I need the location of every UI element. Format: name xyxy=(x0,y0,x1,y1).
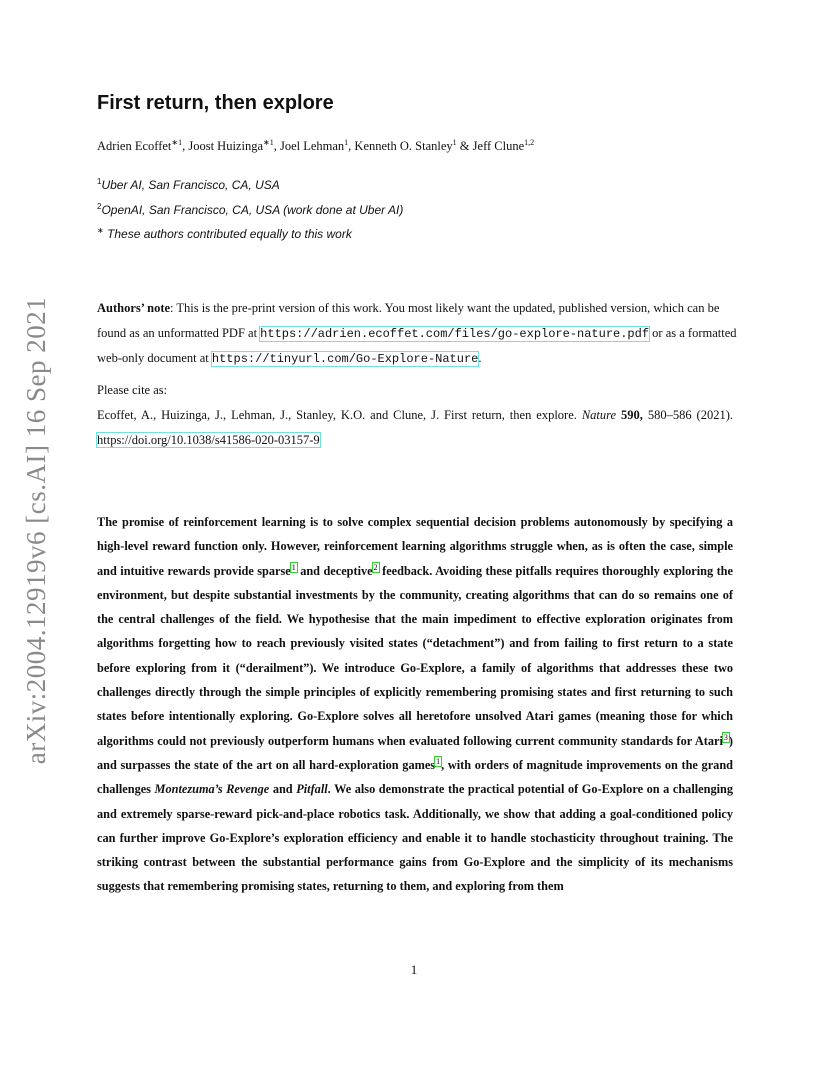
affiliation-mark: ∗ xyxy=(97,226,104,235)
author-name: Joel Lehman xyxy=(279,139,345,153)
authors-note-text: : This is the pre-print version of this work. You most likely want the updated, published version, which can be found as an unformatted PDF at xyxy=(97,301,720,340)
author-list xyxy=(97,139,534,154)
affiliation-1 xyxy=(97,178,280,192)
author-name: Kenneth O. Stanley xyxy=(354,139,453,153)
reference-link[interactable]: 2 xyxy=(373,562,378,572)
abstract-text: ) and surpasses the state of the art on all hard-exploration games xyxy=(97,733,733,772)
affiliation-2 xyxy=(97,203,403,217)
affiliation-mark: 2 xyxy=(97,202,102,211)
abstract-text: , with orders of magnitude improvements on the grand challenges xyxy=(97,757,733,797)
abstract-text: feedback. Avoiding these pitfalls requires thoroughly exploring the environment, but despite substantial investments by the community, creating algorithms that can do so remains one of the central challenges of the field. We hypothesise that the main impediment to effective exploration originates from algorithms forgetting how to reach previously visited states (“detachment”) and from failing to first return to a state before exploring from it (“derailment”). We introduce Go-Explore, a family of algorithms that addresses these two challenges directly through the simple principles of explicitly remembering promising states and first returning to such states before intentionally exploring. Go-Explore solves all heretofore unsolved Atari games (meaning those for which algorithms could not previously outperform humans when evaluated following current community standards for Atari xyxy=(97,563,733,748)
author-name: Joost Huizinga xyxy=(188,139,263,153)
reference-link[interactable]: 1 xyxy=(436,756,441,766)
game-name: Pitfall xyxy=(296,782,328,797)
author-affiliation-mark: ∗1 xyxy=(263,138,274,147)
author-affiliation-mark: 1,2 xyxy=(524,138,535,147)
authors-note xyxy=(97,296,742,372)
author-separator: , xyxy=(348,139,355,153)
abstract-text: and xyxy=(269,782,297,797)
paper-title: First return, then explore xyxy=(97,92,334,114)
cite-label: Please cite as: xyxy=(97,383,168,397)
affiliation-mark: 1 xyxy=(97,177,102,186)
affiliation-text: OpenAI, San Francisco, CA, USA (work done at Uber AI) xyxy=(101,203,404,217)
citation-authors: Ecoffet, A., Huizinga, J., Lehman, J., Stanley, K.O. and Clune, J. First return, then explore. xyxy=(97,408,582,422)
reference-link[interactable]: 1 xyxy=(291,562,296,572)
authors-note-text: or as a formatted web-only document at xyxy=(97,325,737,365)
affiliation-text: These authors contributed equally to this work xyxy=(103,227,352,241)
abstract-text: The promise of reinforcement learning is to solve complex sequential decision problems autonomously by specifying a high-level reward function only. However, reinforcement learning algorithms struggle when, as is often the case, simple and intuitive rewards provide sparse xyxy=(97,515,733,578)
author-affiliation-mark: ∗1 xyxy=(171,138,183,147)
author-affiliation-mark: 1 xyxy=(344,138,349,147)
authors-note-label: Authors’ note xyxy=(97,301,171,315)
author-name: Adrien Ecoffet xyxy=(97,139,172,153)
citation-volume: 590, xyxy=(621,408,643,422)
affiliation-text: Uber AI, San Francisco, CA, USA xyxy=(101,178,280,192)
abstract-text: . We also demonstrate the practical potential of Go-Explore on a challenging and extremely sparse-reward pick-and-place robotics task. Additionally, we show that adding a goal-conditioned policy can further improve Go-Explore’s exploration efficiency and enable it to handle stochasticity throughout training. The striking contrast between the substantial performance gains from Go-Explore and the simplicity of its mechanisms suggests that remembering promising states, returning to them, and exploring from them xyxy=(97,782,734,894)
citation-pages: 580–586 (2021). xyxy=(642,408,734,422)
doi-link[interactable]: https://doi.org/10.1038/s41586-020-03157-9 xyxy=(97,433,320,447)
abstract xyxy=(97,510,733,899)
author-separator: , xyxy=(273,139,280,153)
pdf-link[interactable]: https://adrien.ecoffet.com/files/go-explore-nature.pdf xyxy=(260,326,650,341)
authors-note-text: . xyxy=(478,351,482,365)
arxiv-identifier-strip xyxy=(14,296,60,764)
author-separator: & xyxy=(456,139,473,153)
author-separator: , xyxy=(182,139,189,153)
arxiv-identifier: arXiv:2004.12919v6 [cs.AI] 16 Sep 2021 xyxy=(21,296,52,764)
equal-contribution-note xyxy=(97,227,352,241)
reference-link[interactable]: 3 xyxy=(723,732,728,742)
author-name: Jeff Clune xyxy=(472,139,525,153)
game-name: Montezuma’s Revenge xyxy=(154,782,270,797)
author-affiliation-mark: 1 xyxy=(452,138,457,147)
abstract-text: and deceptive xyxy=(296,563,373,578)
citation-journal: Nature xyxy=(581,408,617,422)
page-number: 1 xyxy=(410,962,418,977)
citation xyxy=(97,403,733,453)
web-document-link[interactable]: https://tinyurl.com/Go-Explore-Nature xyxy=(211,352,479,366)
